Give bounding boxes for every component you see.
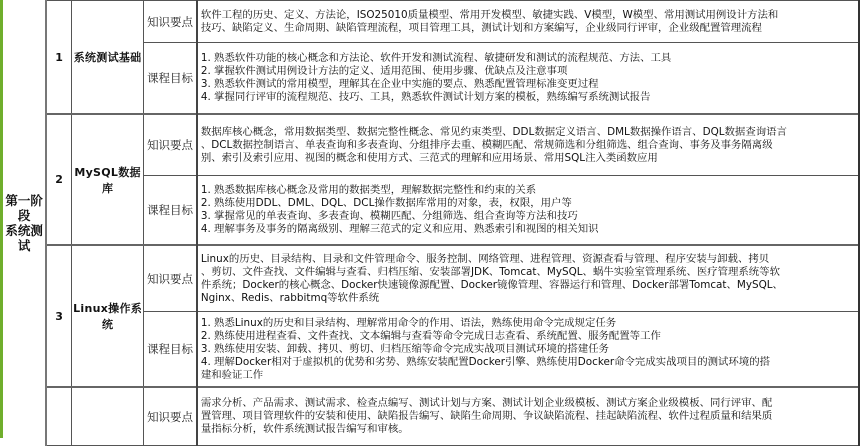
knowledge-content [197,1,859,43]
knowledge-content [197,387,859,446]
stage-title-line1: 第一阶段 [5,193,43,223]
table-row [3,245,859,312]
goal-item: 4. 理解Docker相对于虚拟机的优势和劣势、熟练安装配置Docker引擎、熟练使用Docker命令完成实战项目的测试环境的搭 [200,355,770,368]
table-row [3,1,859,43]
goal-item: 建和验证工作 [200,368,264,381]
content-line: 需求分析、产品需求、测试需求、检查点编写、测试计划与方案、测试计划企业级模板、测试方案企业级模板、同行评审、配 [200,397,773,409]
goal-item: 2. 熟练使用DDL、DML、DQL、DCL操作数据库常用的对象，表，权限，用户等 [200,197,572,209]
goal-item: 4. 掌握同行评审的流程规范、技巧、工具，熟悉软件测试计划方案的模板，熟练编写系统测试报告 [200,91,651,103]
table-row [3,114,859,176]
goal-item: 1. 熟悉Linux的历史和目录结构、理解常用命令的作用、语法，熟练使用命令完成规定任务 [200,316,617,329]
course-name: Linux操作系统 [71,245,143,387]
goal-item: 1. 熟悉软件功能的核心概念和方法论、软件开发和测试流程、敏捷研发和测试的流程规范、方法、工具 [200,52,672,64]
goals-content [197,312,859,388]
goal-item: 1. 熟悉数据库核心概念及常用的数据类型，理解数据完整性和约束的关系 [200,184,537,196]
goals-label: 课程目标 [144,176,197,246]
knowledge-label: 知识要点 [144,245,197,312]
course-number: 2 [46,114,71,245]
curriculum-table [3,0,860,446]
table-row [3,387,859,446]
goal-item: 3. 掌握常见的单表查询、多表查询、模糊匹配、分组筛选、组合查询等方法和技巧 [200,210,578,222]
course-number: 3 [46,245,71,387]
knowledge-content [197,114,859,176]
content-line: 量指标分析，软件系统测试报告编写和审核。 [200,423,409,435]
content-line: 件系统；Docker的核心概念、Docker快速镜像源配置、Docker镜像管理、容器运行和管理、Docker部署Tomcat、MySQL、 [200,278,783,291]
knowledge-label: 知识要点 [144,387,197,446]
goals-label: 课程目标 [144,312,197,388]
content-line: 技巧、缺陷定义、生命周期、缺陷管理流程，项目管理工具，测试计划和方案编写，企业级同行评审，企业级配置管理流程 [200,21,762,34]
goal-item: 3. 熟悉软件测试的常用模型，理解其在企业中实施的要点、熟悉配置管理标准变更过程 [200,78,599,90]
goals-content [197,176,859,246]
stage-cell [3,1,46,446]
knowledge-content [197,245,859,312]
content-line: Linux的历史、目录结构、目录和文件管理命令、服务控制、网络管理、进程管理、资源查看与管理、程序安装与卸载、拷贝 [200,252,770,265]
content-line: 数据库核心概念，常用数据类型、数据完整性概念、常见约束类型、DDL数据定义语言、DML数据操作语言、DQL数据查询语言 [200,125,787,138]
goal-item: 4. 理解事务及事务的隔离级别、理解三范式的定义和应用、熟悉索引和视图的相关知识 [200,223,599,235]
content-line: Nginx、Redis、rabbitmq等软件系统 [200,291,380,304]
curriculum-table-container [3,0,860,446]
window-edge-accent [0,0,3,438]
goals-content [197,43,859,115]
goal-item: 2. 掌握软件测试用例设计方法的定义、适用范围、使用步骤、优缺点及注意事项 [200,65,568,77]
content-line: 软件工程的历史、定义、方法论，ISO25010质量模型、常用开发模型、敏捷实践、V模型，W模型、常用测试用例设计方法和 [200,8,779,21]
goal-item: 2. 熟练使用进程查看、文件查找、文本编辑与查看等命令完成日志查看、系统配置、服务配置等工作 [200,329,661,342]
stage-title-line2: 系统测试 [5,223,43,253]
goals-label: 课程目标 [144,43,197,115]
course-number: 1 [46,1,71,115]
content-line: 别、索引及索引应用、视图的概念和使用方式、三范式的理解和应用场景、常用SQL注入类函数应用 [200,151,658,164]
content-line: 置管理、项目管理软件的安装和使用、缺陷报告编写、缺陷生命周期、争议缺陷流程、挂起缺陷流程、软件过程质量和结果质 [200,410,773,422]
knowledge-label: 知识要点 [144,114,197,176]
course-number [46,387,71,446]
goal-item: 3. 熟练使用安装、卸载、拷贝、剪切、归档压缩等命令完成实战项目测试环境的搭建任务 [200,342,609,355]
course-name [71,387,143,446]
content-line: 、剪切、文件查找、文件编辑与查看、归档压缩、安装部署JDK、Tomcat、MySQL、蜗牛实验室管理系统、医疗管理系统等软 [200,265,780,278]
course-name: 系统测试基础 [71,1,143,115]
knowledge-label: 知识要点 [144,1,197,43]
content-line: 、DCL数据控制语言、单表查询和多表查询、分组排序去重、模糊匹配、常规筛选和分组筛选、组合查询、事务及事务隔离级 [200,138,773,151]
course-name: MySQL数据库 [71,114,143,245]
